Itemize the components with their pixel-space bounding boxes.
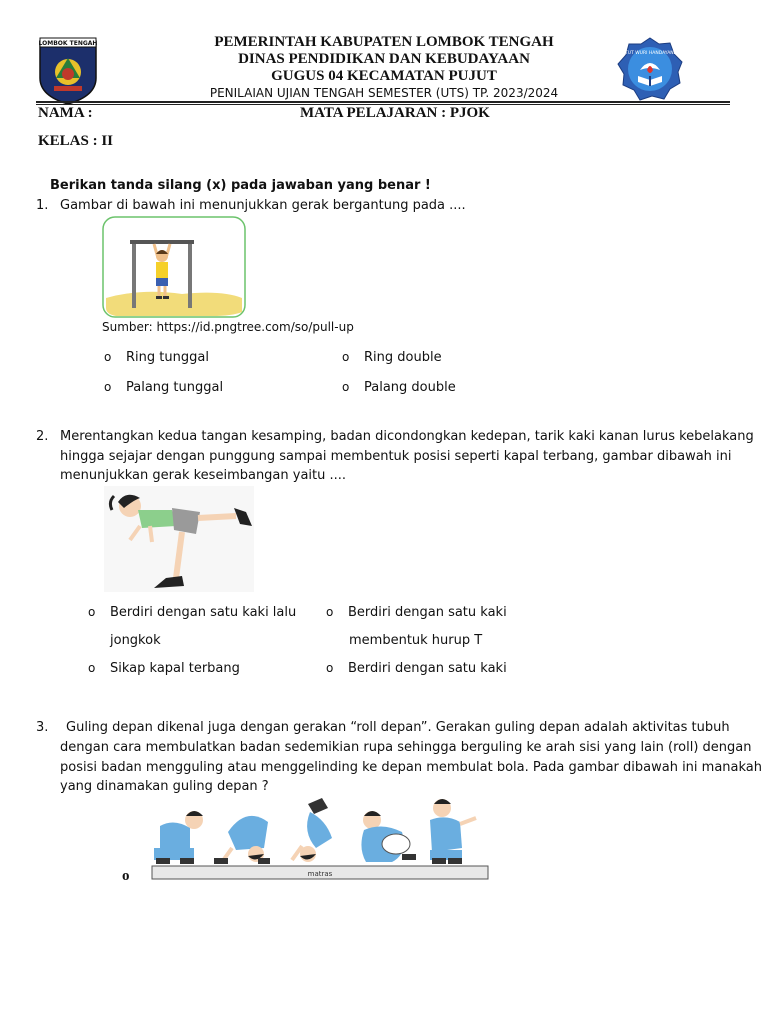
option-bullet: o — [326, 605, 334, 619]
q2-option-c[interactable]: o Sikap kapal terbang — [88, 661, 240, 676]
option-bullet: o — [104, 380, 112, 394]
q2-option-b-cont: membentuk hurup T — [349, 633, 483, 648]
pull-up-illustration — [102, 216, 246, 318]
q1-source: Sumber: https://id.pngtree.com/so/pull-up — [102, 320, 354, 334]
header-line-2: DINAS PENDIDIKAN DAN KEBUDAYAAN — [238, 51, 530, 67]
q2-text-line-3: menunjukkan gerak keseimbangan yaitu .... — [60, 468, 347, 483]
forward-roll-illustration — [146, 792, 492, 884]
q2-option-d[interactable]: o Berdiri dengan satu kaki — [326, 661, 507, 676]
q1-number: 1. — [36, 198, 49, 213]
q2-option-a[interactable]: o Berdiri dengan satu kaki lalu — [88, 605, 297, 620]
option-bullet: o — [88, 661, 96, 675]
q1-text: Gambar di bawah ini menunjukkan gerak bergantung pada .... — [60, 198, 466, 213]
q3-text-line-3: posisi badan mengguling atau menggelinding ke depan membulat bola. Pada gambar dibawah ini manakah — [60, 760, 763, 775]
q1-option-b[interactable]: o Ring double — [342, 350, 442, 365]
header-line-4: PENILAIAN UJIAN TENGAH SEMESTER (UTS) TP. 2023/2024 — [209, 86, 559, 100]
q2-text-line-2: hingga sejajar dengan punggung sampai membentuk posisi seperti kapal terbang, gambar dibawah ini — [60, 449, 732, 464]
q3-text-line-2: dengan cara membulatkan badan sedemikian rupa sehingga berguling ke arah sisi yang lain (roll) dengan — [60, 740, 752, 755]
q2-option-b[interactable]: o Berdiri dengan satu kaki — [326, 605, 507, 620]
q3-number: 3. — [36, 720, 49, 735]
logo-label: LOMBOK TENGAH — [38, 40, 98, 47]
q3-text-line-1: Guling depan dikenal juga dengan gerakan “roll depan”. Gerakan guling depan adalah aktivitas tubuh — [66, 720, 730, 735]
header-line-1: PEMERINTAH KABUPATEN LOMBOK TENGAH — [214, 34, 554, 50]
q3-text-line-4: yang dinamakan guling depan ? — [60, 779, 269, 794]
q1-option-a[interactable]: o Ring tunggal — [104, 350, 209, 365]
airplane-balance-illustration — [104, 486, 254, 592]
option-bullet: o — [104, 350, 112, 364]
svg-text:TUT WURI HANDAYANI: TUT WURI HANDAYANI — [625, 51, 675, 56]
q2-number: 2. — [36, 429, 49, 444]
instruction: Berikan tanda silang (x) pada jawaban yang benar ! — [50, 178, 431, 193]
option-bullet: o — [88, 605, 96, 619]
q2-option-a-cont: jongkok — [110, 633, 161, 648]
header-rule-thick — [36, 101, 730, 103]
mapel-label: MATA PELAJARAN : PJOK — [300, 105, 490, 121]
q2-text-line-1: Merentangkan kedua tangan kesamping, badan dicondongkan kedepan, tarik kaki kanan lurus kebelakang — [60, 429, 754, 444]
option-bullet: o — [326, 661, 334, 675]
nama-label: NAMA : — [38, 105, 93, 121]
mat-label: matras — [307, 870, 333, 878]
option-bullet: o — [342, 380, 350, 394]
option-bullet: o — [342, 350, 350, 364]
kelas-label: KELAS : II — [38, 133, 114, 149]
q3-option-bullet[interactable]: o — [122, 868, 130, 884]
header-line-3: GUGUS 04 KECAMATAN PUJUT — [271, 68, 497, 84]
q1-option-d[interactable]: o Palang double — [342, 380, 456, 395]
q1-option-c[interactable]: o Palang tunggal — [104, 380, 224, 395]
